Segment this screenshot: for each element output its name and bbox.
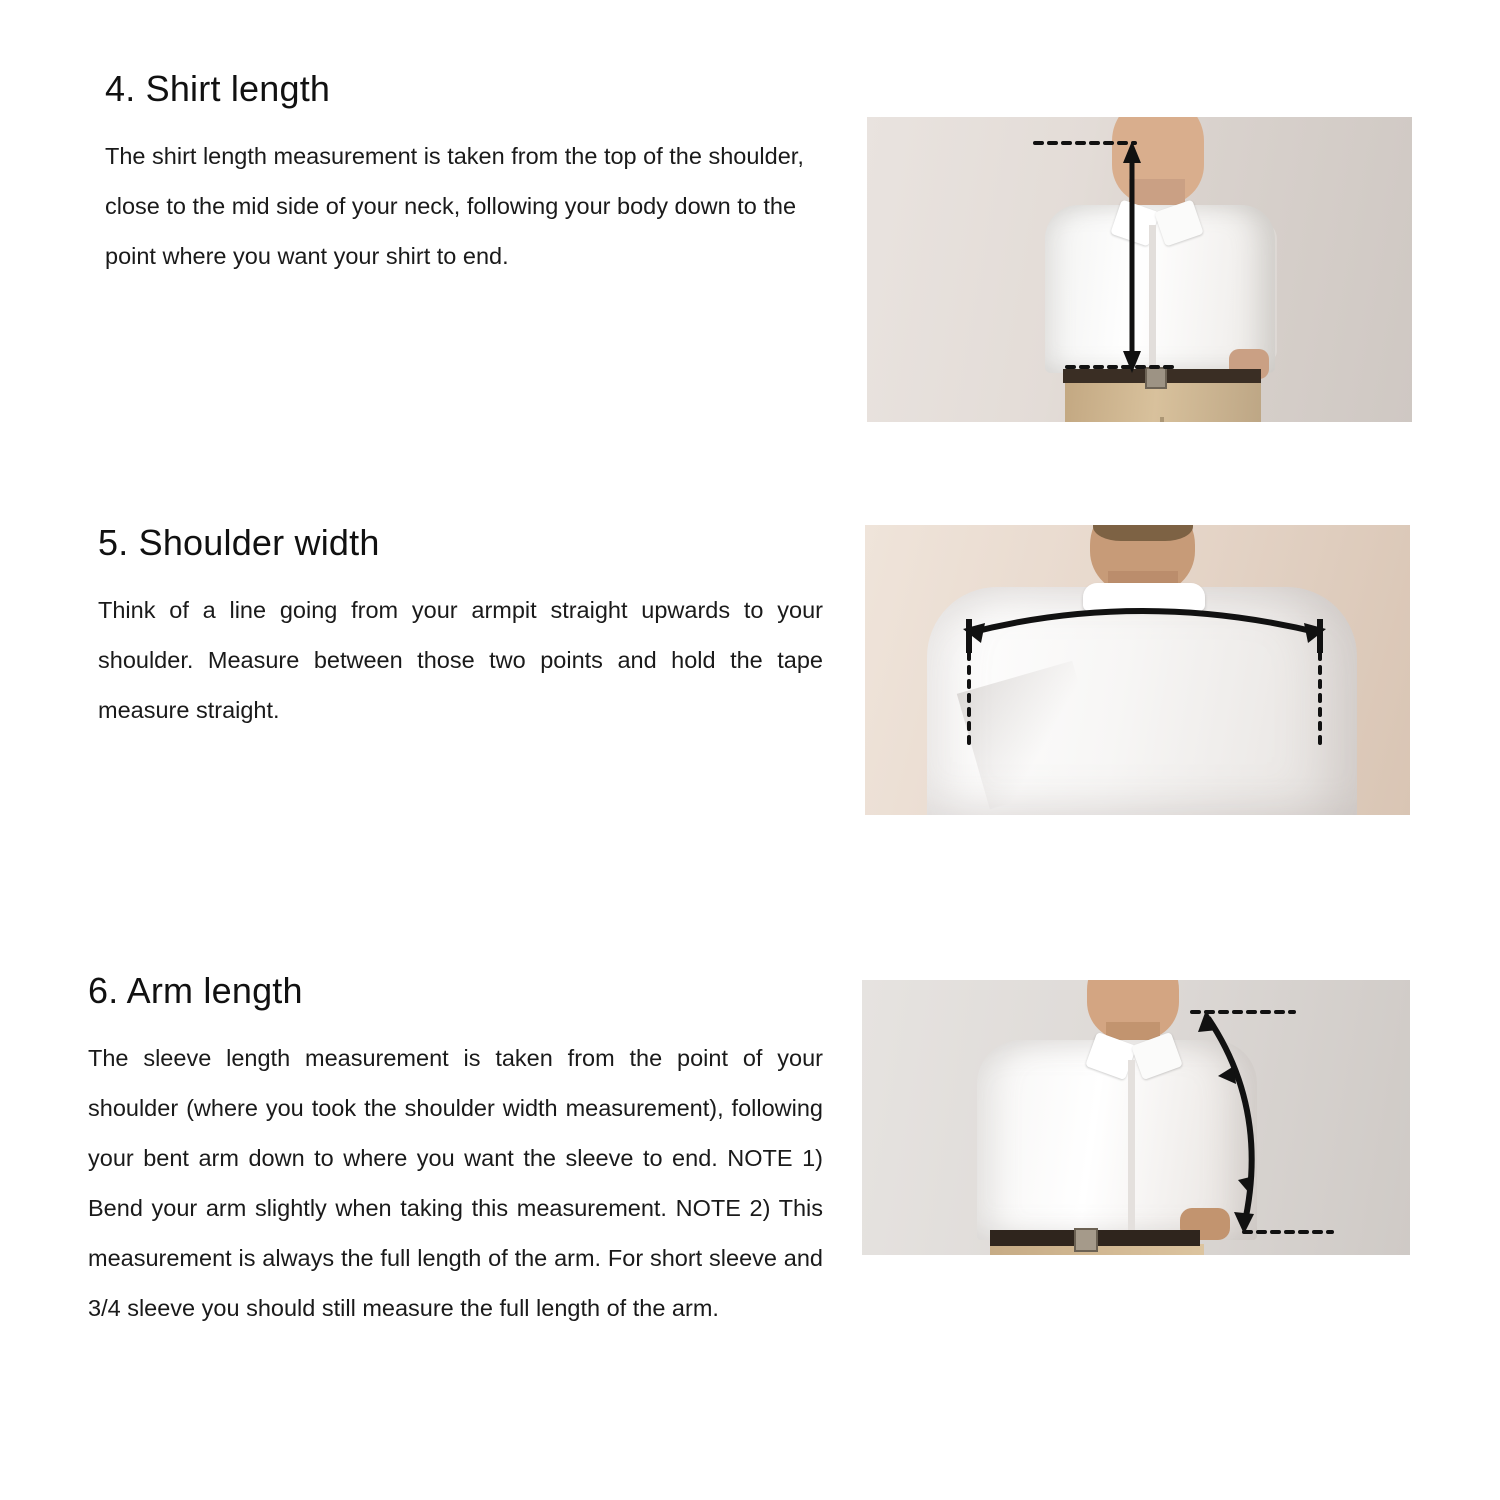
shoulder-width-body: Think of a line going from your armpit straight upwards to your shoulder. Measure between those two points and hold the tape measure straight. xyxy=(98,597,823,724)
arm-length-photo xyxy=(862,980,1410,1255)
shoulder-width-measurement-annotation xyxy=(865,525,1410,815)
shoulder-width-text-column xyxy=(98,522,823,735)
page-title-shirt-length: 4. Shirt length xyxy=(105,68,331,109)
shirt-length-body: The shirt length measurement is taken from the top of the shoulder, close to the mid side of your neck, following your body down to the point where you want your shirt to end. xyxy=(105,143,804,270)
arm-length-text-column xyxy=(88,970,823,1333)
shoulder-width-photo xyxy=(865,525,1410,815)
arm-length-body: The sleeve length measurement is taken from the point of your shoulder (where you took the shoulder width measurement), following your bent arm down to where you want the sleeve to end. NOTE 1) Bend your arm slightly when taking this measurement. NOTE 2) This measurement is always the full length of the arm. For short sleeve and 3/4 sleeve you should still measure the full length of the arm. xyxy=(88,1045,823,1322)
shirt-length-photo xyxy=(867,117,1412,422)
page-title-arm-length: 6. Arm length xyxy=(88,970,303,1011)
shirt-length-text-column xyxy=(105,68,830,281)
shirt-length-measurement-annotation xyxy=(867,117,1412,422)
page-title-shoulder-width: 5. Shoulder width xyxy=(98,522,380,563)
arm-length-measurement-annotation xyxy=(862,980,1410,1255)
